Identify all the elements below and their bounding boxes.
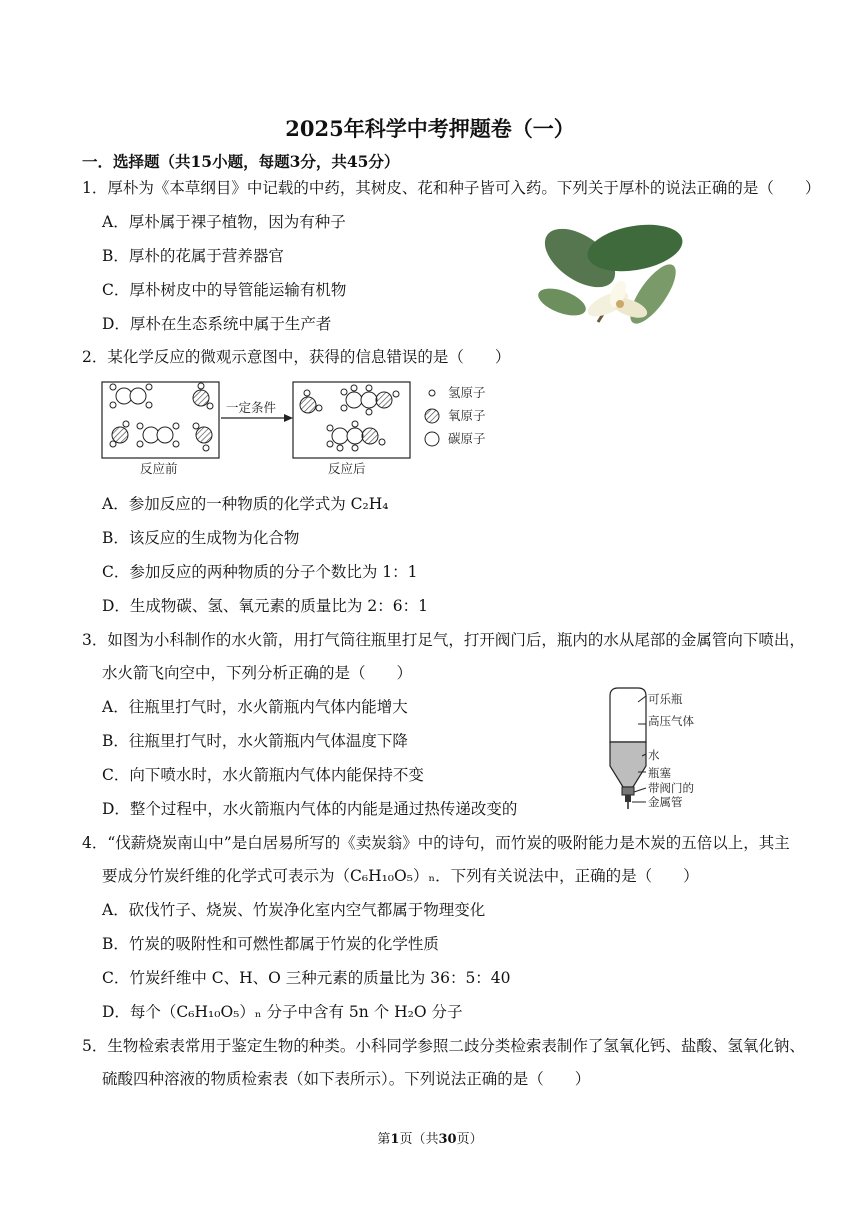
water-rocket-diagram (600, 684, 730, 812)
question-3-option-c: C．向下喷水时，水火箭瓶内气体内能保持不变 (102, 766, 424, 784)
question-3-option-b: B．往瓶里打气时，水火箭瓶内气体温度下降 (102, 732, 408, 750)
label-stopper: 瓶塞 (648, 766, 671, 780)
page-number: 1 (390, 1132, 400, 1147)
question-1-option-c: C．厚朴树皮中的导管能运输有机物 (102, 281, 347, 299)
label-with-valve: 带阀门的 (648, 781, 694, 795)
page-total: 30 (438, 1132, 457, 1147)
legend-carbon: 碳原子 (448, 431, 486, 446)
question-2-option-b: B．该反应的生成物为化合物 (102, 529, 300, 547)
label-water: 水 (648, 748, 660, 762)
question-4-option-d: D．每个（C₆H₁₀O₅）ₙ 分子中含有 5n 个 H₂O 分子 (102, 1003, 463, 1021)
question-4-option-c: C．竹炭纤维中 C、H、O 三种元素的质量比为 36：5：40 (102, 969, 511, 987)
before-label: 反应前 (140, 461, 178, 476)
section-heading: 一．选择题（共15小题，每题3分，共45分） (82, 152, 400, 171)
question-1-option-d: D．厚朴在生态系统中属于生产者 (102, 315, 332, 333)
question-4-option-b: B．竹炭的吸附性和可燃性都属于竹炭的化学性质 (102, 935, 439, 953)
question-4-stem-line2: 要成分竹炭纤维的化学式可表示为（C₆H₁₀O₅）ₙ．下列有关说法中，正确的是（ ） (102, 867, 699, 885)
label-cola-bottle: 可乐瓶 (648, 692, 683, 706)
question-2-option-c: C．参加反应的两种物质的分子个数比为 1：1 (102, 563, 418, 581)
question-3-stem-line2: 水火箭飞向空中，下列分析正确的是（ ） (102, 664, 413, 682)
legend-oxygen-icon (425, 409, 439, 423)
after-label: 反应后 (328, 461, 366, 476)
question-3-option-a: A．往瓶里打气时，水火箭瓶内气体内能增大 (102, 698, 408, 716)
legend-hydrogen-icon (429, 390, 435, 396)
page-footer: 第1页（共30页） (377, 1132, 483, 1147)
question-1-stem: 1．厚朴为《本草纲目》中记载的中药，其树皮、花和种子皆可入药。下列关于厚朴的说法正确的是（ ） (82, 179, 821, 197)
question-3-stem-line1: 3．如图为小科制作的水火箭，用打气筒往瓶里打足气，打开阀门后，瓶内的水从尾部的金属管向下喷出， (82, 631, 805, 649)
legend-carbon-icon (425, 432, 439, 446)
question-2-option-d: D．生成物碳、氢、氧元素的质量比为 2：6：1 (102, 597, 428, 615)
question-4-option-a: A．砍伐竹子、烧炭、竹炭净化室内空气都属于物理变化 (102, 901, 486, 919)
reaction-diagram (100, 378, 500, 478)
page-title: 2025年科学中考押题卷（一） (285, 116, 575, 141)
question-5-stem-line2: 硫酸四种溶液的物质检索表（如下表所示）。下列说法正确的是（ ） (102, 1070, 591, 1088)
question-1-option-b: B．厚朴的花属于营养器官 (102, 247, 284, 265)
question-1-option-a: A．厚朴属于裸子植物，因为有种子 (102, 213, 346, 231)
legend-hydrogen: 氢原子 (448, 385, 486, 400)
question-4-stem-line1: 4．“伐薪烧炭南山中”是白居易所写的《卖炭翁》中的诗句，而竹炭的吸附能力是木炭的五倍以上，其主 (82, 834, 790, 852)
question-2-option-a: A．参加反应的一种物质的化学式为 C₂H₄ (102, 495, 389, 513)
reaction-condition: 一定条件 (226, 400, 277, 415)
label-metal-tube: 金属管 (648, 795, 683, 809)
legend-oxygen: 氧原子 (448, 408, 486, 423)
question-3-option-d: D．整个过程中，水火箭瓶内气体的内能是通过热传递改变的 (102, 800, 518, 818)
label-high-pressure-gas: 高压气体 (648, 714, 694, 728)
question-2-stem: 2．某化学反应的微观示意图中，获得的信息错误的是（ ） (82, 348, 511, 366)
magnolia-plant-image (538, 212, 683, 337)
question-5-stem-line1: 5．生物检索表常用于鉴定生物的种类。小科同学参照二歧分类检索表制作了氢氧化钙、盐酸、氢氧化钠、 (82, 1037, 805, 1055)
